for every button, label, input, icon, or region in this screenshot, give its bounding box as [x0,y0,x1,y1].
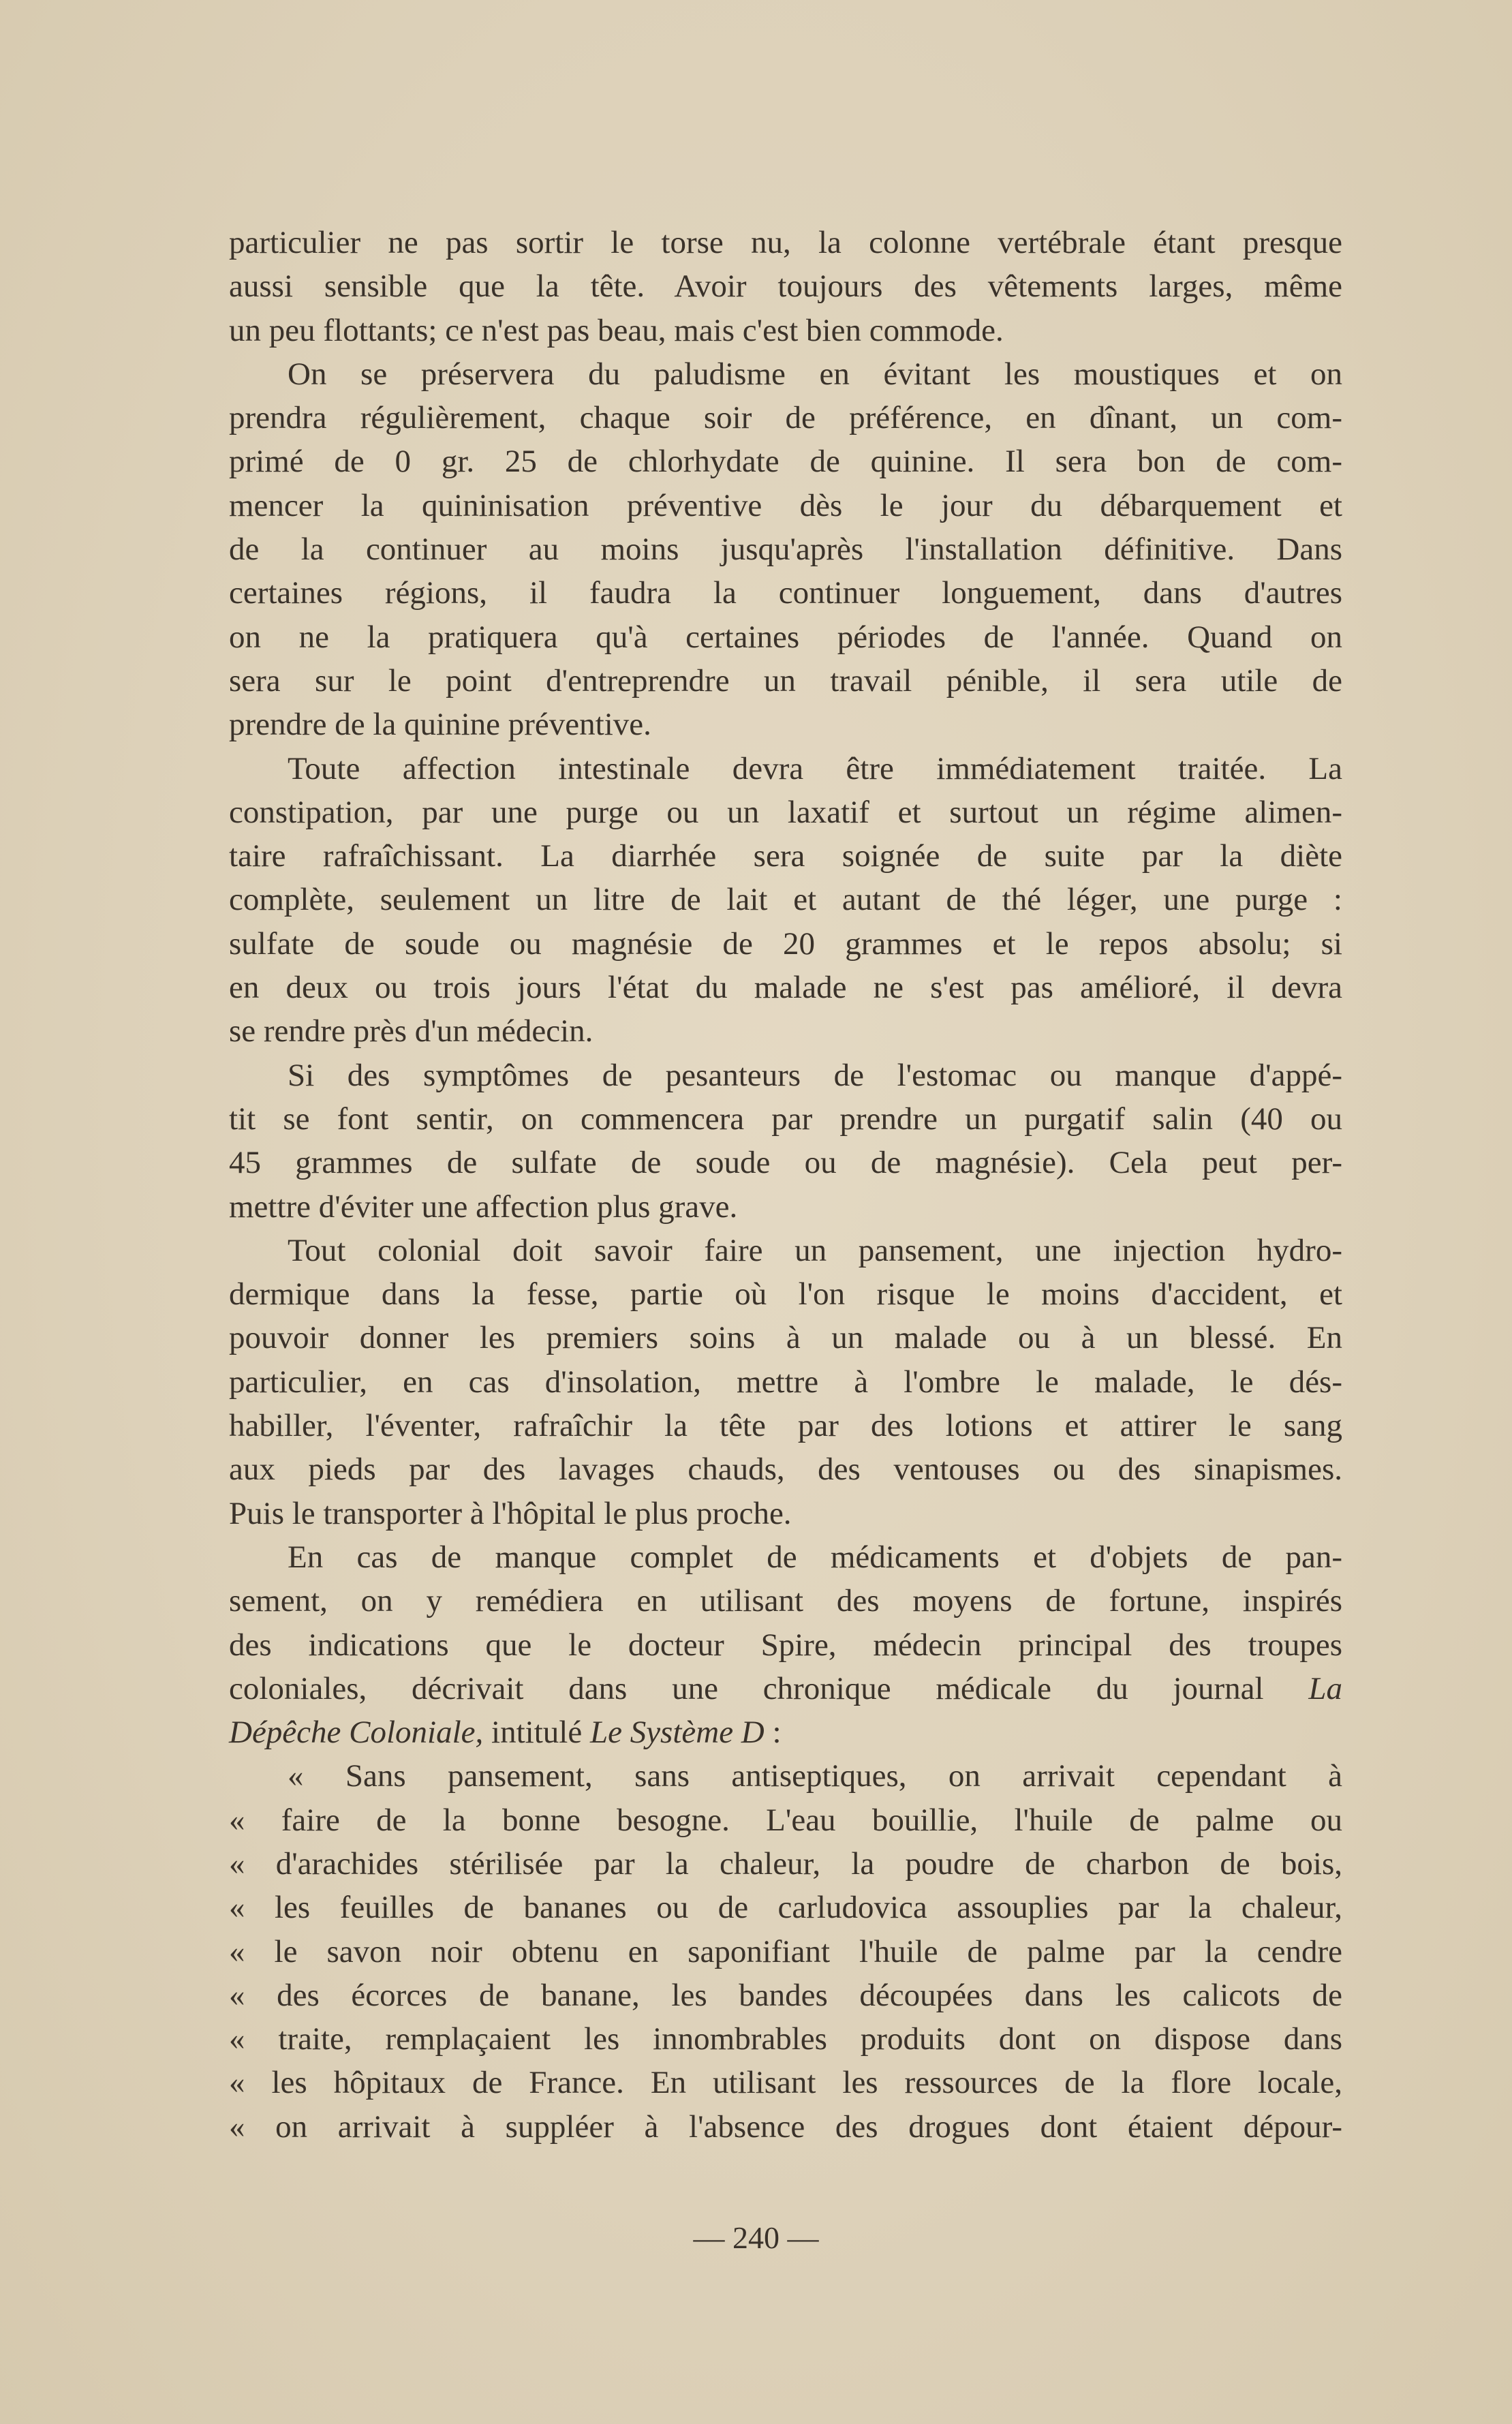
text-line: dermique dans la fesse, partie où l'on risque le moins d'accident, et [229,1276,1342,1313]
text-line: On se préservera du paludisme en évitant les moustiques et on [288,356,1342,392]
text-line: pouvoir donner les premiers soins à un malade ou à un blessé. En [229,1320,1342,1356]
text-line: de la continuer au moins jusqu'après l'installation définitive. Dans [229,532,1342,568]
text-segment: : [772,1715,782,1751]
text-line: sement, on y remédiera en utilisant des moyens de fortune, inspirés [229,1583,1342,1619]
quote-line: « traite, remplaçaient les innombrables produits dont on dispose dans [229,2021,1342,2057]
text-segment: intitulé [491,1715,583,1751]
text-line: se rendre près d'un médecin. [229,1013,593,1049]
text-line: Si des symptômes de pesanteurs de l'estomac ou manque d'appé- [288,1057,1342,1093]
quote-line: « les feuilles de bananes ou de carludovica assouplies par la chaleur, [229,1890,1342,1926]
article-title: Le Système D [589,1715,765,1751]
text-line: tit se font sentir, on commencera par prendre un purgatif salin (40 ou [229,1101,1342,1137]
text-line: aussi sensible que la tête. Avoir toujours des vêtements larges, même [229,269,1342,305]
text-line: particulier, en cas d'insolation, mettre à l'ombre le malade, le dés- [229,1364,1342,1400]
text-line: prendra régulièrement, chaque soir de préférence, en dînant, un com- [229,400,1342,436]
text-line: complète, seulement un litre de lait et autant de thé léger, une purge : [229,882,1342,918]
quote-line: « d'arachides stérilisée par la chaleur, la poudre de charbon de bois, [229,1845,1342,1882]
text-line: constipation, par une purge ou un laxatif et surtout un régime alimen- [229,794,1342,830]
text-line: sulfate de soude ou magnésie de 20 grammes et le repos absolu; si [229,925,1342,962]
quote-line: « faire de la bonne besogne. L'eau bouillie, l'huile de palme ou [229,1802,1342,1838]
text-line: habiller, l'éventer, rafraîchir la tête par des lotions et attirer le sang [229,1408,1342,1444]
text-line: sera sur le point d'entreprendre un travail pénible, il sera utile de [229,662,1342,699]
quote-line: « les hôpitaux de France. En utilisant les ressources de la flore locale, [229,2065,1342,2101]
text-line: on ne la pratiquera qu'à certaines périodes de l'année. Quand on [229,619,1342,655]
quote-line: « des écorces de banane, les bandes découpées dans les calicots de [229,1977,1342,2013]
text-line: un peu flottants; ce n'est pas beau, mais c'est bien commode. [229,312,1004,348]
text-line: mencer la quininisation préventive dès le jour du débarquement et [229,487,1342,523]
text-line: particulier ne pas sortir le torse nu, la colonne vertébrale étant presque [229,225,1342,260]
text-line [229,1710,1342,1754]
journal-title-part: Dépêche Coloniale, [229,1715,484,1751]
text-segment: coloniales, décrivait dans une chronique médicale du journal [229,1670,1264,1706]
text-line: Puis le transporter à l'hôpital le plus proche. [229,1495,792,1531]
text-line: mettre d'éviter une affection plus grave. [229,1188,738,1225]
text-line: prendre de la quinine préventive. [229,707,651,743]
text-line: Tout colonial doit savoir faire un pansement, une injection hydro- [288,1232,1342,1268]
journal-title-part: La [1308,1670,1342,1706]
text-line: aux pieds par des lavages chauds, des ventouses ou des sinapismes. [229,1452,1342,1488]
text-line: 45 grammes de sulfate de soude ou de magnésie). Cela peut per- [229,1145,1342,1181]
body-text [229,221,1342,2149]
text-line: certaines régions, il faudra la continuer longuement, dans d'autres [229,575,1342,611]
quote-line: « Sans pansement, sans antiseptiques, on arrivait cependant à [288,1758,1342,1794]
text-line: en deux ou trois jours l'état du malade ne s'est pas amélioré, il devra [229,970,1342,1006]
text-line: taire rafraîchissant. La diarrhée sera soignée de suite par la diète [229,838,1342,874]
text-line [229,1667,1342,1710]
quote-line: « on arrivait à suppléer à l'absence des drogues dont étaient dépour- [229,2108,1342,2145]
quote-line: « le savon noir obtenu en saponifiant l'huile de palme par la cendre [229,1933,1342,1969]
page-number: — 240 — [693,2220,819,2255]
text-line: Toute affection intestinale devra être immédiatement traitée. La [288,750,1342,786]
text-line: En cas de manque complet de médicaments et d'objets de pan- [288,1539,1342,1575]
text-line: primé de 0 gr. 25 de chlorhydate de quinine. Il sera bon de com- [229,444,1342,480]
text-line: des indications que le docteur Spire, médecin principal des troupes [229,1627,1342,1663]
